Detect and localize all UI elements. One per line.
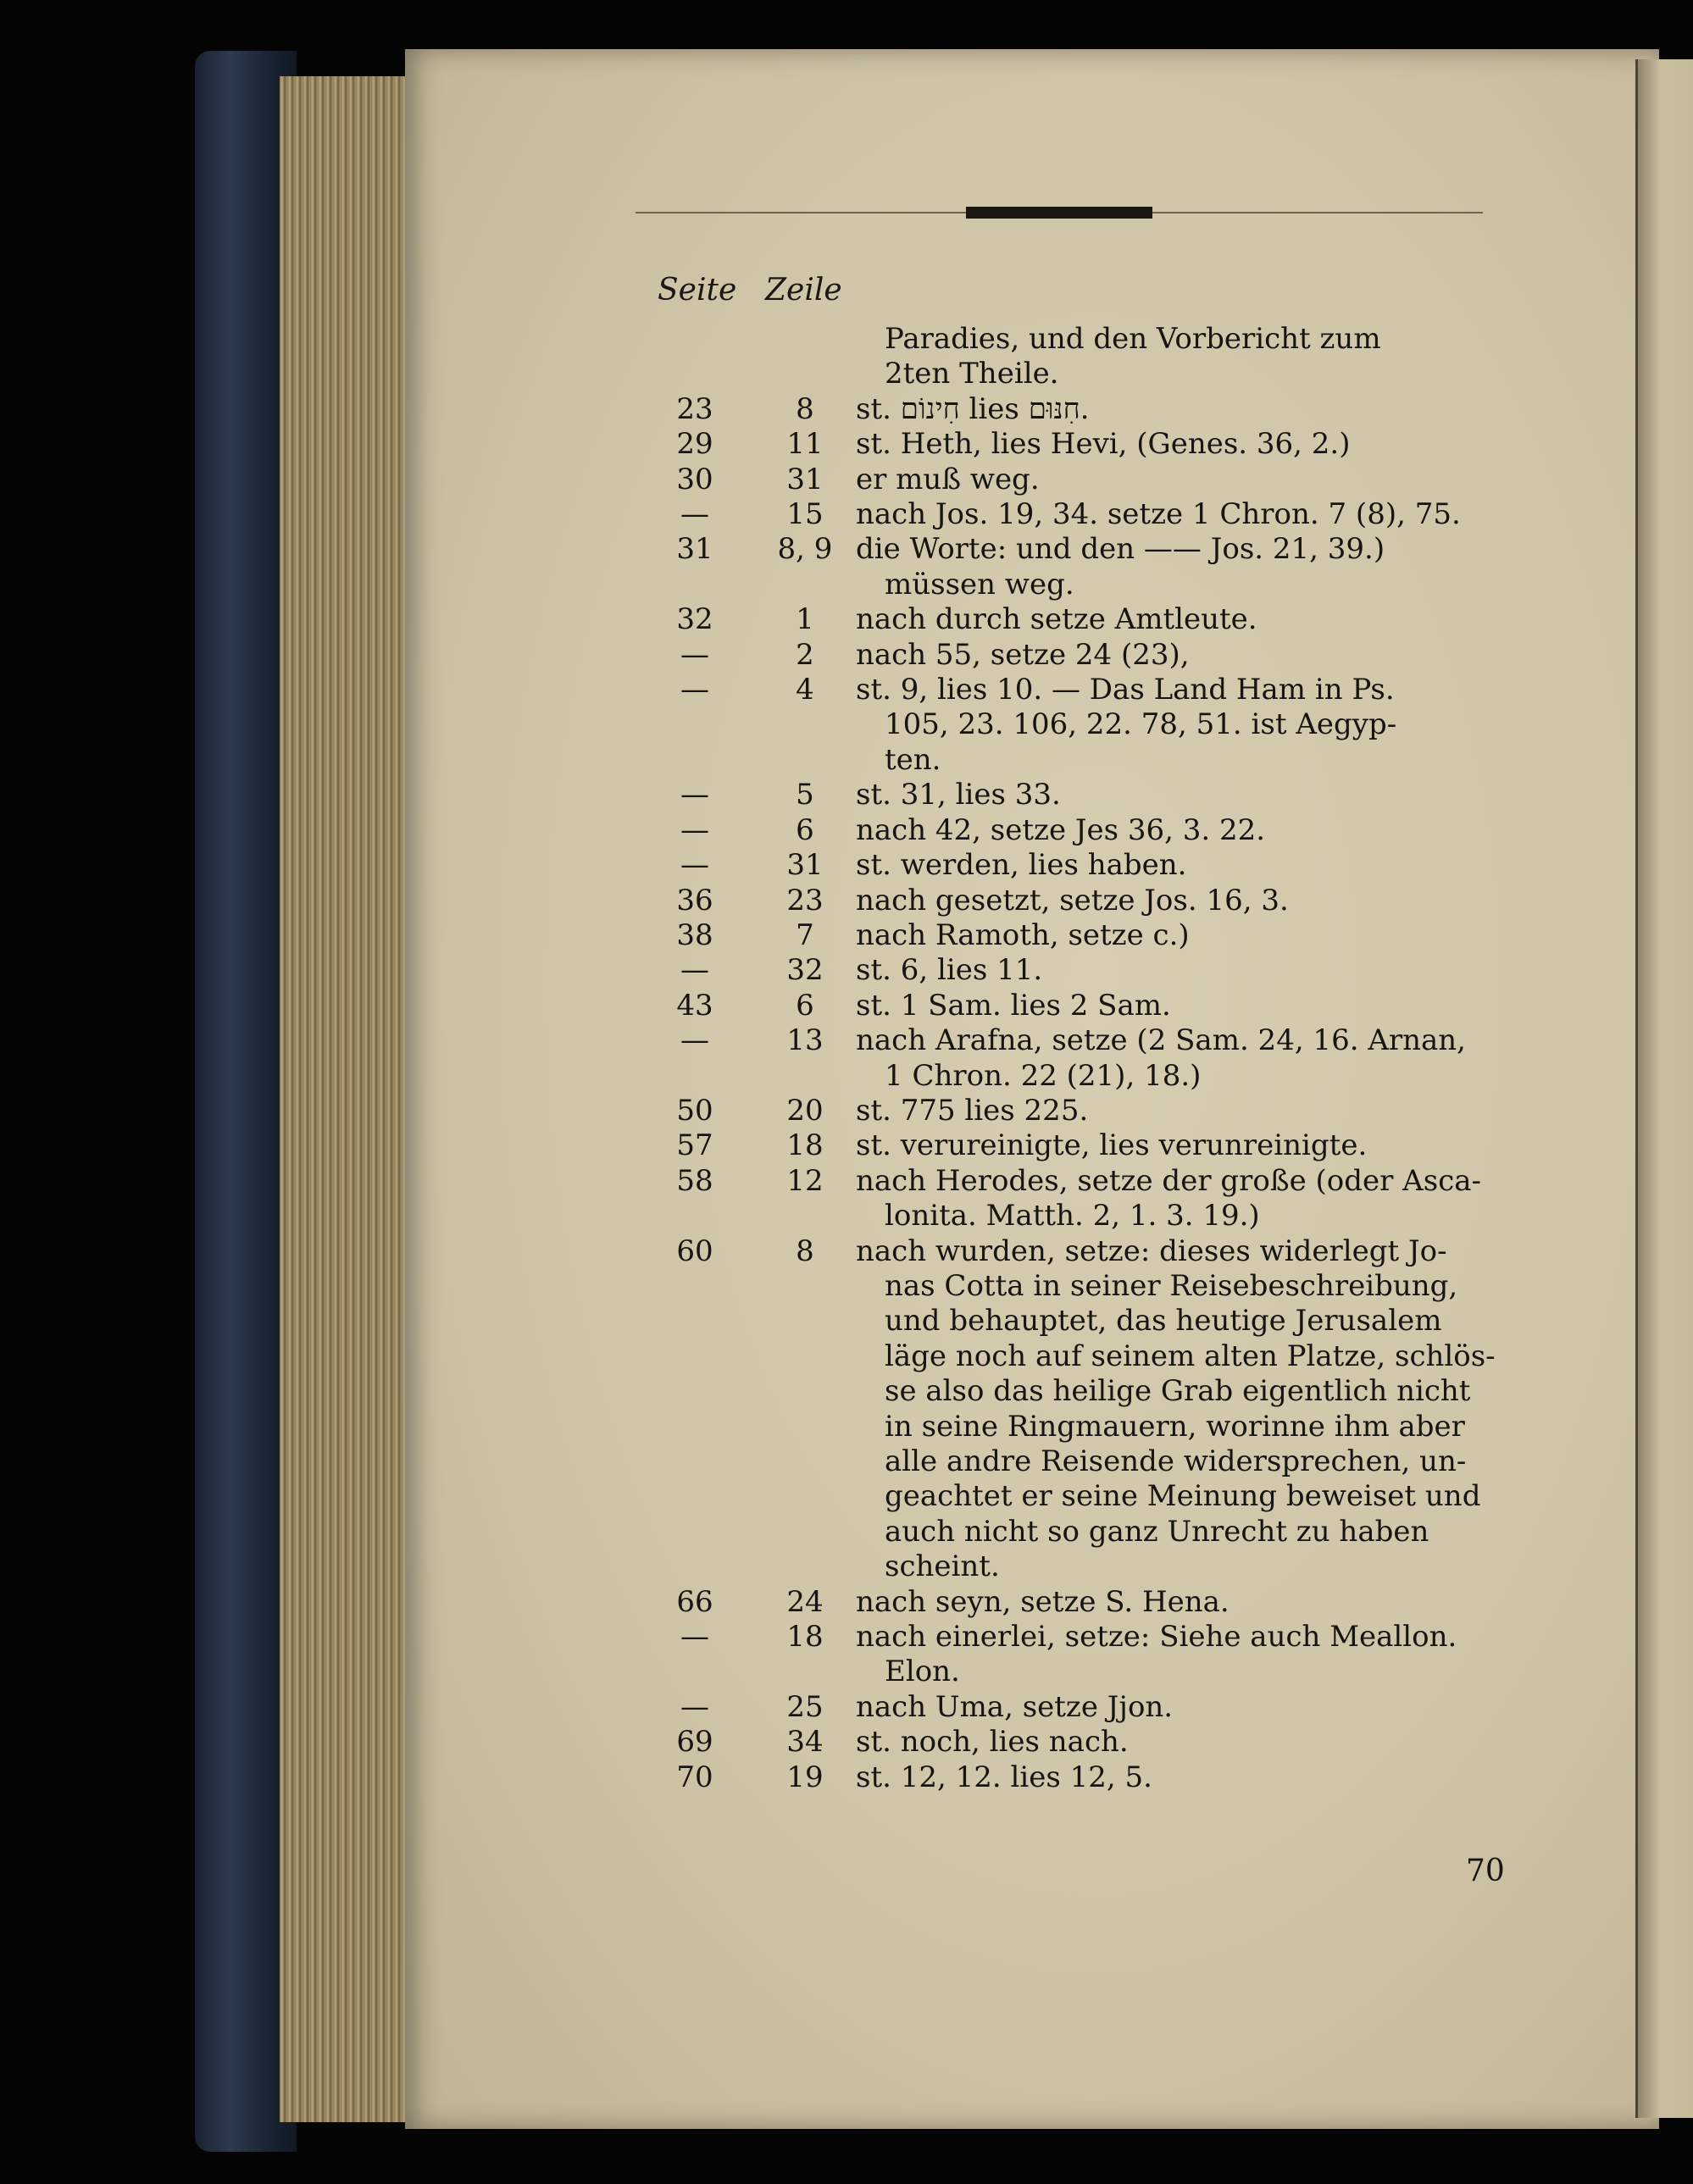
header-ornament bbox=[636, 207, 1483, 219]
page-edges bbox=[280, 76, 415, 2122]
errata-entry bbox=[652, 1690, 1508, 1725]
entry-line-number: 8, 9 bbox=[777, 532, 833, 567]
entry-correction: nach einerlei, setze: Siehe auch Meallon. bbox=[856, 1620, 1457, 1655]
entry-correction: st. 9, lies 10. — Das Land Ham in Ps. bbox=[856, 673, 1395, 707]
entry-line-number: 15 bbox=[786, 497, 824, 532]
errata-entry bbox=[652, 392, 1508, 427]
column-header-seite: Seite bbox=[658, 273, 737, 308]
entry-page-number: — bbox=[680, 497, 709, 532]
errata-entry bbox=[652, 918, 1508, 953]
entry-line-number: 2 bbox=[796, 637, 814, 672]
entry-correction: nach 42, setze Jes 36, 3. 22. bbox=[856, 812, 1266, 847]
entry-correction: st. 31, lies 33. bbox=[856, 778, 1061, 812]
entry-correction: st. 6, lies 11. bbox=[856, 953, 1043, 988]
entry-line-number: 19 bbox=[786, 1760, 824, 1794]
errata-entry bbox=[652, 813, 1508, 848]
entry-page-number: — bbox=[680, 673, 709, 707]
entry-page-number: — bbox=[680, 812, 709, 847]
entry-correction: nach wurden, setze: dieses widerlegt Jo- bbox=[856, 1233, 1447, 1268]
entry-page-number: 57 bbox=[676, 1128, 713, 1163]
errata-entry bbox=[652, 1585, 1508, 1620]
errata-list bbox=[652, 322, 1508, 1795]
entry-line-number: 31 bbox=[786, 848, 824, 883]
entry-correction-continued: in seine Ringmauern, worinne ihm aber bbox=[885, 1409, 1465, 1444]
entry-line-number: 8 bbox=[796, 1233, 814, 1268]
entry-correction-continued: auch nicht so ganz Unrecht zu haben bbox=[885, 1514, 1429, 1549]
errata-entry bbox=[652, 989, 1508, 1023]
entry-correction: die Worte: und den —— Jos. 21, 39.) bbox=[856, 532, 1385, 567]
errata-entry bbox=[652, 884, 1508, 918]
entry-correction-continued: se also das heilige Grab eigentlich nicht bbox=[885, 1374, 1471, 1409]
entry-page-number: — bbox=[680, 1620, 709, 1655]
entry-page-number: 69 bbox=[676, 1725, 713, 1760]
errata-entry bbox=[652, 778, 1508, 812]
errata-entry bbox=[652, 673, 1508, 778]
entry-correction-continued: 1 Chron. 22 (21), 18.) bbox=[885, 1058, 1202, 1093]
entry-correction: st. 1 Sam. lies 2 Sam. bbox=[856, 988, 1171, 1023]
entry-line-number: 23 bbox=[786, 883, 824, 917]
entry-line-number: 20 bbox=[786, 1093, 824, 1128]
entry-page-number: 38 bbox=[676, 917, 713, 952]
entry-correction-continued: läge noch auf seinem alten Platze, schlös- bbox=[885, 1339, 1496, 1373]
entry-correction-continued: ten. bbox=[885, 742, 941, 777]
entry-correction-continued: 105, 23. 106, 22. 78, 51. ist Aegyp- bbox=[885, 707, 1397, 742]
entry-line-number: 7 bbox=[796, 917, 814, 952]
entry-page-number: 23 bbox=[676, 391, 713, 426]
errata-entry bbox=[652, 848, 1508, 883]
entry-line-number: 6 bbox=[796, 988, 814, 1023]
entry-correction: nach Herodes, setze der große (oder Asca- bbox=[856, 1163, 1481, 1198]
entry-correction-continued: müssen weg. bbox=[885, 567, 1074, 601]
entry-correction-continued: alle andre Reisende widersprechen, un- bbox=[885, 1444, 1467, 1478]
entry-page-number: 29 bbox=[676, 427, 713, 462]
entry-correction: nach durch setze Amtleute. bbox=[856, 602, 1257, 637]
entry-line-number: 18 bbox=[786, 1620, 824, 1655]
entry-page-number: 43 bbox=[676, 988, 713, 1023]
entry-correction: st. noch, lies nach. bbox=[856, 1725, 1129, 1760]
entry-line-number: 5 bbox=[796, 778, 814, 812]
errata-entry bbox=[652, 1023, 1508, 1094]
entry-page-number: 50 bbox=[676, 1093, 713, 1128]
entry-correction: st. חִינוֹם lies חִנּוּם. bbox=[856, 391, 1090, 426]
entry-line-number: 1 bbox=[796, 602, 814, 637]
intro-line: Paradies, und den Vorbericht zum bbox=[885, 322, 1381, 356]
entry-correction-continued: geachtet er seine Meinung beweiset und bbox=[885, 1479, 1481, 1514]
errata-entry bbox=[652, 497, 1508, 532]
entry-line-number: 4 bbox=[796, 673, 814, 707]
entry-correction-continued: nas Cotta in seiner Reisebeschreibung, bbox=[885, 1268, 1458, 1303]
ornament-bar bbox=[966, 207, 1152, 219]
entry-page-number: 30 bbox=[676, 462, 713, 496]
entry-line-number: 13 bbox=[786, 1023, 824, 1058]
entry-page-number: 60 bbox=[676, 1233, 713, 1268]
entry-line-number: 6 bbox=[796, 812, 814, 847]
entry-correction: st. Heth, lies Hevi, (Genes. 36, 2.) bbox=[856, 427, 1351, 462]
entry-page-number: 70 bbox=[676, 1760, 713, 1794]
errata-entry bbox=[652, 1164, 1508, 1234]
entry-line-number: 31 bbox=[786, 462, 824, 496]
entry-correction: nach Uma, setze Jjon. bbox=[856, 1689, 1174, 1724]
entry-correction: nach Jos. 19, 34. setze 1 Chron. 7 (8), 75. bbox=[856, 497, 1461, 532]
entry-correction-continued: Elon. bbox=[885, 1655, 960, 1689]
entry-page-number: — bbox=[680, 953, 709, 988]
entry-page-number: 66 bbox=[676, 1584, 713, 1619]
entry-page-number: 58 bbox=[676, 1163, 713, 1198]
entry-page-number: — bbox=[680, 1689, 709, 1724]
intro-entry bbox=[652, 322, 1508, 392]
intro-line: 2ten Theile. bbox=[885, 357, 1059, 391]
entry-page-number: — bbox=[680, 848, 709, 883]
entry-correction: st. werden, lies haben. bbox=[856, 848, 1187, 883]
catchword: 70 bbox=[1466, 1854, 1505, 1888]
errata-entry bbox=[652, 1760, 1508, 1795]
entry-line-number: 25 bbox=[786, 1689, 824, 1724]
column-header-zeile: Zeile bbox=[765, 273, 842, 308]
entry-correction: nach Ramoth, setze c.) bbox=[856, 917, 1190, 952]
entry-line-number: 18 bbox=[786, 1128, 824, 1163]
entry-line-number: 32 bbox=[786, 953, 824, 988]
entry-correction-continued: lonita. Matth. 2, 1. 3. 19.) bbox=[885, 1199, 1260, 1233]
entry-line-number: 8 bbox=[796, 391, 814, 426]
errata-entry bbox=[652, 532, 1508, 602]
facing-page-edge bbox=[1635, 59, 1693, 2118]
entry-correction: er muß weg. bbox=[856, 462, 1040, 496]
entry-correction: st. verureinigte, lies verunreinigte. bbox=[856, 1128, 1368, 1163]
errata-entry bbox=[652, 638, 1508, 673]
entry-correction: st. 775 lies 225. bbox=[856, 1093, 1089, 1128]
errata-entry bbox=[652, 1128, 1508, 1163]
entry-line-number: 34 bbox=[786, 1725, 824, 1760]
errata-entry bbox=[652, 427, 1508, 462]
errata-entry bbox=[652, 1234, 1508, 1585]
errata-entry bbox=[652, 602, 1508, 637]
errata-entry bbox=[652, 1620, 1508, 1690]
entry-line-number: 12 bbox=[786, 1163, 824, 1198]
errata-entry bbox=[652, 463, 1508, 497]
entry-page-number: — bbox=[680, 1023, 709, 1058]
errata-entry bbox=[652, 1725, 1508, 1760]
entry-page-number: — bbox=[680, 778, 709, 812]
entry-correction: nach gesetzt, setze Jos. 16, 3. bbox=[856, 883, 1289, 917]
entry-page-number: 36 bbox=[676, 883, 713, 917]
errata-entry bbox=[652, 953, 1508, 988]
entry-page-number: 31 bbox=[676, 532, 713, 567]
entry-correction: nach 55, setze 24 (23), bbox=[856, 637, 1190, 672]
entry-correction-continued: scheint. bbox=[885, 1549, 1000, 1584]
errata-entry bbox=[652, 1094, 1508, 1128]
entry-correction: nach Arafna, setze (2 Sam. 24, 16. Arnan, bbox=[856, 1023, 1466, 1058]
entry-line-number: 24 bbox=[786, 1584, 824, 1619]
entry-correction-continued: und behauptet, das heutige Jerusalem bbox=[885, 1304, 1442, 1339]
entry-page-number: 32 bbox=[676, 602, 713, 637]
entry-correction: nach seyn, setze S. Hena. bbox=[856, 1584, 1230, 1619]
entry-line-number: 11 bbox=[786, 427, 824, 462]
entry-page-number: — bbox=[680, 637, 709, 672]
entry-correction: st. 12, 12. lies 12, 5. bbox=[856, 1760, 1152, 1794]
